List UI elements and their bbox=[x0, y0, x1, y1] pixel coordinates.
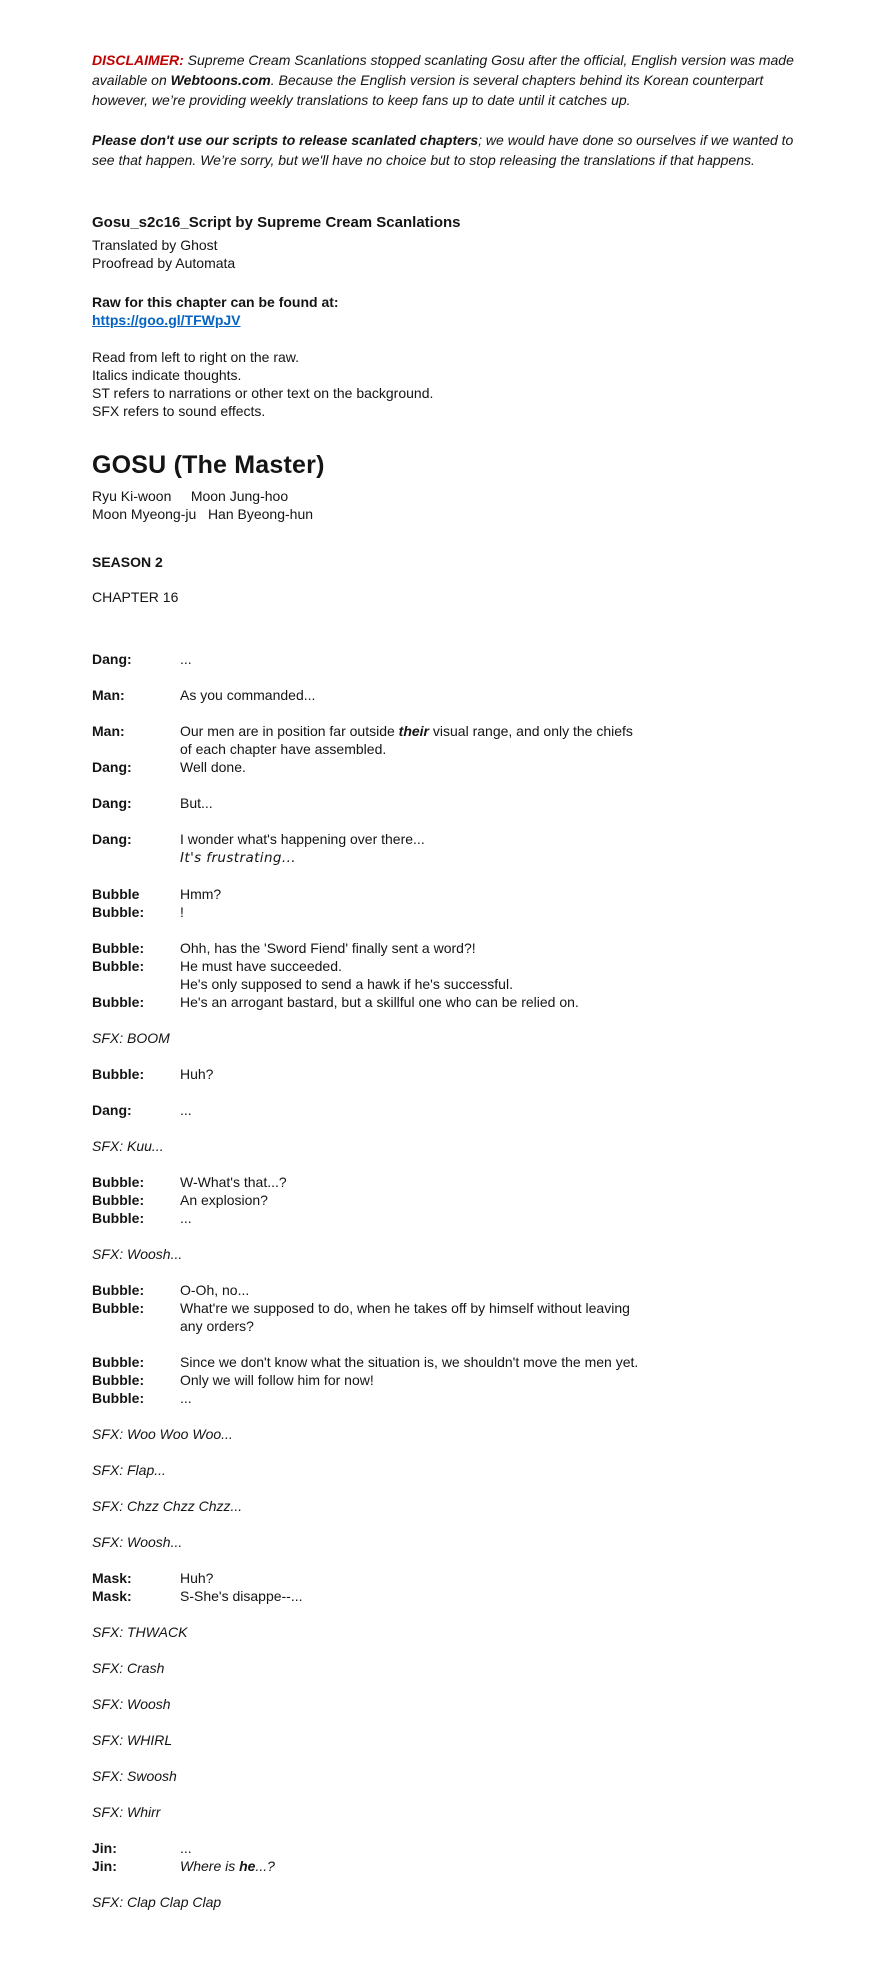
dialogue-row bbox=[92, 939, 814, 957]
text-segment: I wonder what's happening over there... bbox=[180, 831, 425, 847]
dialogue-row bbox=[92, 1317, 814, 1335]
speaker-label: Dang: bbox=[92, 1102, 132, 1118]
dialogue-text bbox=[180, 650, 814, 668]
text-segment: Ohh, has the 'Sword Fiend' finally sent a word?! bbox=[180, 940, 476, 956]
dialogue-group bbox=[92, 1839, 814, 1875]
dialogue-group bbox=[92, 650, 814, 668]
dialogue-text bbox=[180, 1173, 814, 1191]
dialogue-text bbox=[180, 993, 814, 1011]
dialogue-text bbox=[180, 722, 814, 740]
sfx-line: SFX: WHIRL bbox=[92, 1732, 173, 1748]
sfx-line: SFX: Crash bbox=[92, 1660, 165, 1676]
dialogue-text bbox=[180, 1587, 814, 1605]
character-name-line: Ryu Ki-woon Moon Jung-hoo bbox=[92, 488, 289, 504]
speaker-label: Mask: bbox=[92, 1570, 132, 1586]
dialogue-text bbox=[180, 1065, 814, 1083]
script-title: Gosu_s2c16_Script by Supreme Cream Scanlations bbox=[92, 214, 461, 231]
reading-notes bbox=[92, 348, 814, 420]
reading-note-line: Read from left to right on the raw. bbox=[92, 349, 299, 365]
text-segment: He's an arrogant bastard, but a skillful one who can be relied on. bbox=[180, 994, 579, 1010]
text-segment: Hmm? bbox=[180, 886, 222, 902]
dialogue-group bbox=[92, 1569, 814, 1605]
dialogue-row bbox=[92, 1191, 814, 1209]
text-segment: O-Oh, no... bbox=[180, 1282, 250, 1298]
dialogue-text bbox=[180, 1857, 814, 1875]
dialogue-text bbox=[180, 686, 814, 704]
dialogue-text bbox=[180, 1353, 814, 1371]
dialogue-text bbox=[180, 740, 814, 758]
dialogue-text bbox=[180, 1299, 814, 1317]
text-segment: ! bbox=[180, 904, 184, 920]
text-segment: ... bbox=[180, 1390, 192, 1406]
dialogue-text bbox=[180, 1209, 814, 1227]
dialogue-row bbox=[92, 722, 814, 740]
text-segment: any orders? bbox=[180, 1318, 254, 1334]
dialogue-row bbox=[92, 650, 814, 668]
dialogue-group bbox=[92, 1065, 814, 1083]
dialogue-row bbox=[92, 1173, 814, 1191]
dialogue-text bbox=[180, 1281, 814, 1299]
dialogue-row bbox=[92, 993, 814, 1011]
sfx-line: SFX: Woosh... bbox=[92, 1534, 183, 1550]
speaker-label: Bubble: bbox=[92, 940, 145, 956]
speaker-label: Bubble: bbox=[92, 1192, 145, 1208]
reading-note-line: SFX refers to sound effects. bbox=[92, 403, 266, 419]
chapter-label: CHAPTER 16 bbox=[92, 589, 179, 605]
dialogue-group bbox=[92, 830, 814, 867]
text-segment: their bbox=[398, 723, 430, 739]
dialogue-text bbox=[180, 903, 814, 921]
text-segment: he bbox=[239, 1858, 256, 1874]
text-segment: ... bbox=[180, 1840, 192, 1856]
dialogue-group bbox=[92, 686, 814, 704]
disclaimer-paragraph bbox=[92, 50, 814, 110]
text-segment: Since we don't know what the situation is, we shouldn't move the men yet. bbox=[180, 1354, 639, 1370]
text-segment: Well done. bbox=[180, 759, 246, 775]
speaker-label: Dang: bbox=[92, 795, 132, 811]
dialogue-text bbox=[180, 1389, 814, 1407]
text-segment: An explosion? bbox=[180, 1192, 268, 1208]
dialogue-text bbox=[180, 957, 814, 975]
dialogue-row bbox=[92, 1587, 814, 1605]
text-segment: Huh? bbox=[180, 1066, 214, 1082]
text-segment: ... bbox=[180, 651, 192, 667]
speaker-label: Man: bbox=[92, 723, 125, 739]
dialogue-row bbox=[92, 1281, 814, 1299]
text-segment: Huh? bbox=[180, 1570, 214, 1586]
text-segment: What're we supposed to do, when he takes off by himself without leaving bbox=[180, 1300, 630, 1316]
speaker-label: Bubble: bbox=[92, 1282, 145, 1298]
speaker-label: Bubble: bbox=[92, 1174, 145, 1190]
dialogue-text bbox=[180, 794, 814, 812]
text-segment: W-What's that...? bbox=[180, 1174, 287, 1190]
text-segment: Our men are in position far outside bbox=[180, 723, 399, 739]
sfx-line: SFX: Woo Woo Woo... bbox=[92, 1426, 233, 1442]
dialogue-row bbox=[92, 1569, 814, 1587]
speaker-label: Bubble: bbox=[92, 1300, 145, 1316]
text-segment: ... bbox=[180, 1102, 192, 1118]
dialogue-group bbox=[92, 1101, 814, 1119]
speaker-label: Jin: bbox=[92, 1858, 117, 1874]
text-segment: He must have succeeded. bbox=[180, 958, 342, 974]
dialogue-text bbox=[180, 1101, 814, 1119]
speaker-label: Bubble: bbox=[92, 1372, 145, 1388]
speaker-label: Bubble: bbox=[92, 1066, 145, 1082]
sfx-line: SFX: THWACK bbox=[92, 1624, 188, 1640]
sfx-line: SFX: Whirr bbox=[92, 1804, 161, 1820]
raw-heading: Raw for this chapter can be found at: bbox=[92, 294, 339, 310]
text-segment: . Because the English version is several chapters behind its Korean counterpart however, we’re providing weekly translations to keep fans up to date until it catches up. bbox=[92, 72, 764, 108]
character-name-line: Moon Myeong-ju Han Byeong-hun bbox=[92, 506, 314, 522]
character-names bbox=[92, 487, 814, 523]
dialogue-text bbox=[180, 885, 814, 903]
dialogue-text bbox=[180, 1569, 814, 1587]
sfx-line: SFX: Woosh bbox=[92, 1696, 171, 1712]
speaker-label: Bubble: bbox=[92, 904, 145, 920]
dialogue-group bbox=[92, 1281, 814, 1335]
sfx-line: SFX: Woosh... bbox=[92, 1246, 183, 1262]
reading-note-line: ST refers to narrations or other text on the background. bbox=[92, 385, 434, 401]
text-segment: Supreme Cream Scanlations stopped scanlating Gosu after the official, English version was made available on bbox=[92, 52, 794, 88]
speaker-label: Dang: bbox=[92, 651, 132, 667]
text-segment: visual range, and only the chiefs bbox=[429, 723, 633, 739]
translator-credit: Translated by Ghost bbox=[92, 237, 218, 253]
dialogue-text bbox=[180, 975, 814, 993]
series-title: GOSU (The Master) bbox=[92, 451, 325, 479]
dialogue-text bbox=[180, 1317, 814, 1335]
text-segment: of each chapter have assembled. bbox=[180, 741, 387, 757]
dialogue-row bbox=[92, 885, 814, 903]
text-segment: But... bbox=[180, 795, 213, 811]
dialogue-group bbox=[92, 939, 814, 1011]
text-segment: Webtoons.com bbox=[170, 72, 271, 88]
sfx-line: SFX: Clap Clap Clap bbox=[92, 1894, 222, 1910]
dialogue-row bbox=[92, 1389, 814, 1407]
speaker-label: Bubble: bbox=[92, 1210, 145, 1226]
dialogue-text bbox=[180, 848, 814, 867]
sfx-line: SFX: Chzz Chzz Chzz... bbox=[92, 1498, 243, 1514]
text-segment: ...? bbox=[255, 1858, 275, 1874]
reading-note-line: Italics indicate thoughts. bbox=[92, 367, 242, 383]
dialogue-row bbox=[92, 794, 814, 812]
sfx-line: SFX: BOOM bbox=[92, 1030, 170, 1046]
dialogue-row bbox=[92, 1101, 814, 1119]
text-segment: Only we will follow him for now! bbox=[180, 1372, 374, 1388]
speaker-label: Jin: bbox=[92, 1840, 117, 1856]
speaker-label: Man: bbox=[92, 687, 125, 703]
text-segment: As you commanded... bbox=[180, 687, 316, 703]
text-segment: Please don't use our scripts to release scanlated chapters bbox=[92, 132, 479, 148]
dialogue-row bbox=[92, 1371, 814, 1389]
dialogue-row bbox=[92, 830, 814, 848]
raw-chapter-link[interactable]: https://goo.gl/TFWpJV bbox=[92, 312, 241, 328]
dialogue-row bbox=[92, 975, 814, 993]
dialogue-row bbox=[92, 686, 814, 704]
speaker-label: Bubble bbox=[92, 886, 140, 902]
speaker-label: Bubble: bbox=[92, 994, 145, 1010]
dialogue-group bbox=[92, 722, 814, 776]
dialogue-row bbox=[92, 1299, 814, 1317]
dialogue-row bbox=[92, 957, 814, 975]
dialogue-row bbox=[92, 848, 814, 867]
dialogue-row bbox=[92, 903, 814, 921]
dialogue-group bbox=[92, 885, 814, 921]
sfx-line: SFX: Swoosh bbox=[92, 1768, 177, 1784]
dialogue-row bbox=[92, 1857, 814, 1875]
dialogue-row bbox=[92, 1353, 814, 1371]
dialogue-text bbox=[180, 1191, 814, 1209]
dialogue-row bbox=[92, 1839, 814, 1857]
speaker-label: Bubble: bbox=[92, 1390, 145, 1406]
dialogue-row bbox=[92, 1065, 814, 1083]
dialogue-row bbox=[92, 758, 814, 776]
raw-link bbox=[92, 311, 814, 329]
speaker-label: Dang: bbox=[92, 831, 132, 847]
speaker-label: Mask: bbox=[92, 1588, 132, 1604]
dialogue-group bbox=[92, 1353, 814, 1407]
text-segment: S-She's disappe--... bbox=[180, 1588, 303, 1604]
text-segment: It's frustrating... bbox=[180, 850, 296, 866]
dialogue-group bbox=[92, 794, 814, 812]
sfx-line: SFX: Kuu... bbox=[92, 1138, 164, 1154]
text-segment: ... bbox=[180, 1210, 192, 1226]
dialogue-row bbox=[92, 1209, 814, 1227]
dialogue-text bbox=[180, 939, 814, 957]
request-paragraph bbox=[92, 130, 814, 170]
sfx-line: SFX: Flap... bbox=[92, 1462, 166, 1478]
dialogue-text bbox=[180, 1371, 814, 1389]
text-segment: Where is bbox=[180, 1858, 240, 1874]
season-label: SEASON 2 bbox=[92, 554, 163, 570]
speaker-label: Dang: bbox=[92, 759, 132, 775]
dialogue-text bbox=[180, 830, 814, 848]
speaker-label: Bubble: bbox=[92, 1354, 145, 1370]
text-segment: He's only supposed to send a hawk if he's successful. bbox=[180, 976, 513, 992]
dialogue-group bbox=[92, 1173, 814, 1227]
proofreader-credit: Proofread by Automata bbox=[92, 255, 236, 271]
text-segment: ; we would have done so ourselves if we wanted to see that happen. We’re sorry, but we'll have no choice but to stop releasing the translations if that happens. bbox=[92, 132, 794, 168]
speaker-label: Bubble: bbox=[92, 958, 145, 974]
dialogue-row bbox=[92, 740, 814, 758]
dialogue-text bbox=[180, 758, 814, 776]
dialogue-text bbox=[180, 1839, 814, 1857]
text-segment: DISCLAIMER: bbox=[92, 52, 188, 68]
